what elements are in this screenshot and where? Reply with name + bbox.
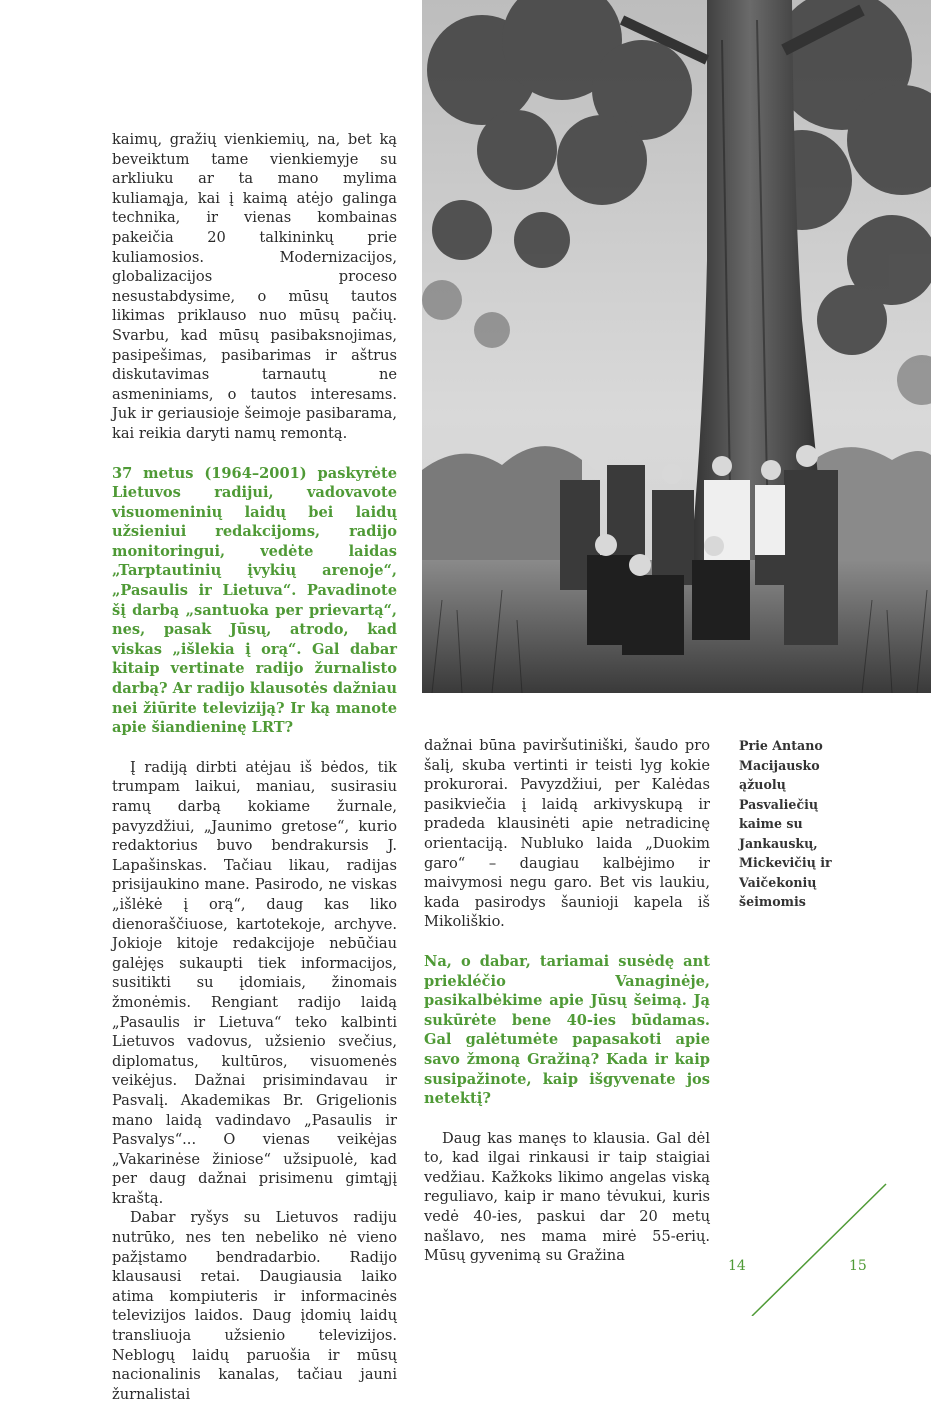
text-column-middle bbox=[424, 736, 710, 1266]
page-number-left: 14 bbox=[728, 1258, 746, 1274]
interview-question: 37 metus (1964–2001) paskyrėte Lietuvos radijui, vadovavote visuomeninių laidų bei laidų užsieniui redakcijoms, radijo monitoringui, vedėte laidas „Tarptautinių įvykių arenoje“, „Pasaulis ir Lietuva“. Pavadinote šį darbą „santuoka per prievartą“, nes, pasak Jūsų, atrodo, kad viskas „išlekia į orą“. Gal dabar kitaip vertinate radijo žurnalisto darbą? Ar radijo klausotės dažniau nei žiūrite televiziją? Ir ką manote apie šiandieninę LRT? bbox=[112, 464, 397, 737]
interview-question: Na, o dabar, tariamai susėdę ant priekléčio Vanaginėje, pasikalbėkime apie Jūsų šeimą. Ją sukūrėte bene 40-ies būdamas. Gal galėtumėte papasakoti apie savo žmoną Gražiną? Kada ir kaip susipažinote, kaip išgyvenate jos netektį? bbox=[424, 952, 710, 1108]
paragraph: Daug kas manęs to klausia. Gal dėl to, kad ilgai rinkausi ir taip staigiai vedžiau. Kažkoks likimo angelas viską reguliavo, kaip ir mano tėvukui, kuris vedė 40-ies, paskui dar 20 metų našlavo, nes mama mirė 55-erių. Mūsų gyvenimą su Gražina bbox=[424, 1129, 710, 1265]
decorative-diagonal-line bbox=[740, 1180, 900, 1316]
text-column-left bbox=[112, 130, 397, 1404]
paragraph: kaimų, gražių vienkiemių, na, bet ką beveiktum tame vienkiemyje su arkliuku ar ta mano mylima kuliamąja, kai į kaimą atėjo galinga technika, ir vienas kombainas pakeičia 20 talkininkų prie kuliamosios. Modernizacijos, globalizacijos proceso nesustabdysime, o mūsų tautos likimas priklauso nuo mūsų pačių. Svarbu, kad mūsų pasibaksnojimas, pasipešimas, pasibarimas ir aštrus diskutavimas tarnautų ne asmeniniams, o tautos interesams. Juk ir geriausioje šeimoje pasibarama, kai reikia daryti namų remontą. bbox=[112, 131, 397, 442]
paragraph: Dabar ryšys su Lietuvos radiju nutrūko, nes ten nebeliko nė vieno pažįstamo bendradarbio. Radijo klausausi retai. Daugiausia laiko atima kompiuteris ir informacinės televizijos laidos. Daug įdomių laidų transliuoja užsienio televizijos. Neblogų laidų paruošia ir mūsų nacionalinis kanalas, tačiau jauni žurnalistai bbox=[112, 1209, 397, 1403]
paragraph: dažnai būna paviršutiniški, šaudo pro šalį, skuba vertinti ir teisti lyg kokie prokurorai. Pavyzdžiui, per Kalėdas pasikviečia į laidą arkivyskupą ir pradeda klausinėti apie netradicinę orientaciją. Nubluko laida „Duokim garo“ – daugiau kalbėjimo ir maivymosi negu garo. Bet vis laukiu, kada pasirodys šaunioji kapela iš Mikoliškio. bbox=[424, 737, 710, 931]
paragraph: Į radiją dirbti atėjau iš bėdos, tik trumpam laikui, maniau, susirasiu ramų darbą kokiame žurnale, pavyzdžiui, „Jaunimo gretose“, kurio redaktorius buvo bendrakursis J. Lapašinskas. Tačiau likau, radijas prisijaukino mane. Pasirodo, ne viskas „išlėkė į orą“, daug kas liko dienoraščiuose, kartotekoje, archyve. Jokioje kitoje redakcijoje nebūčiau galėjęs sukaupti tiek informacijos, susitikti su įdomiais, žinomais žmonėmis. Rengiant radijo laidą „Pasaulis ir Lietuva“ teko kalbinti Lietuvos vadovus, užsienio svečius, diplomatus, kultūros, visuomenės veikėjus. Dažnai prisimindavau ir Pasvalį. Akademikas Br. Grigelionis mano laidą vadindavo „Pasaulis ir Pasvalys“... O vienas veikėjas „Vakarinėse žiniose“ užsipuolė, kad per daug dažnai prisimenu gimtąjį kraštą. bbox=[112, 758, 397, 1207]
photo-caption: Prie Antano Macijausko ąžuolų Pasvaliečių kaime su Jankauskų, Mickevičių ir Vaičekonių šeimomis bbox=[739, 738, 832, 909]
page-number-right: 15 bbox=[849, 1258, 867, 1274]
family-photo-oak bbox=[422, 0, 931, 693]
